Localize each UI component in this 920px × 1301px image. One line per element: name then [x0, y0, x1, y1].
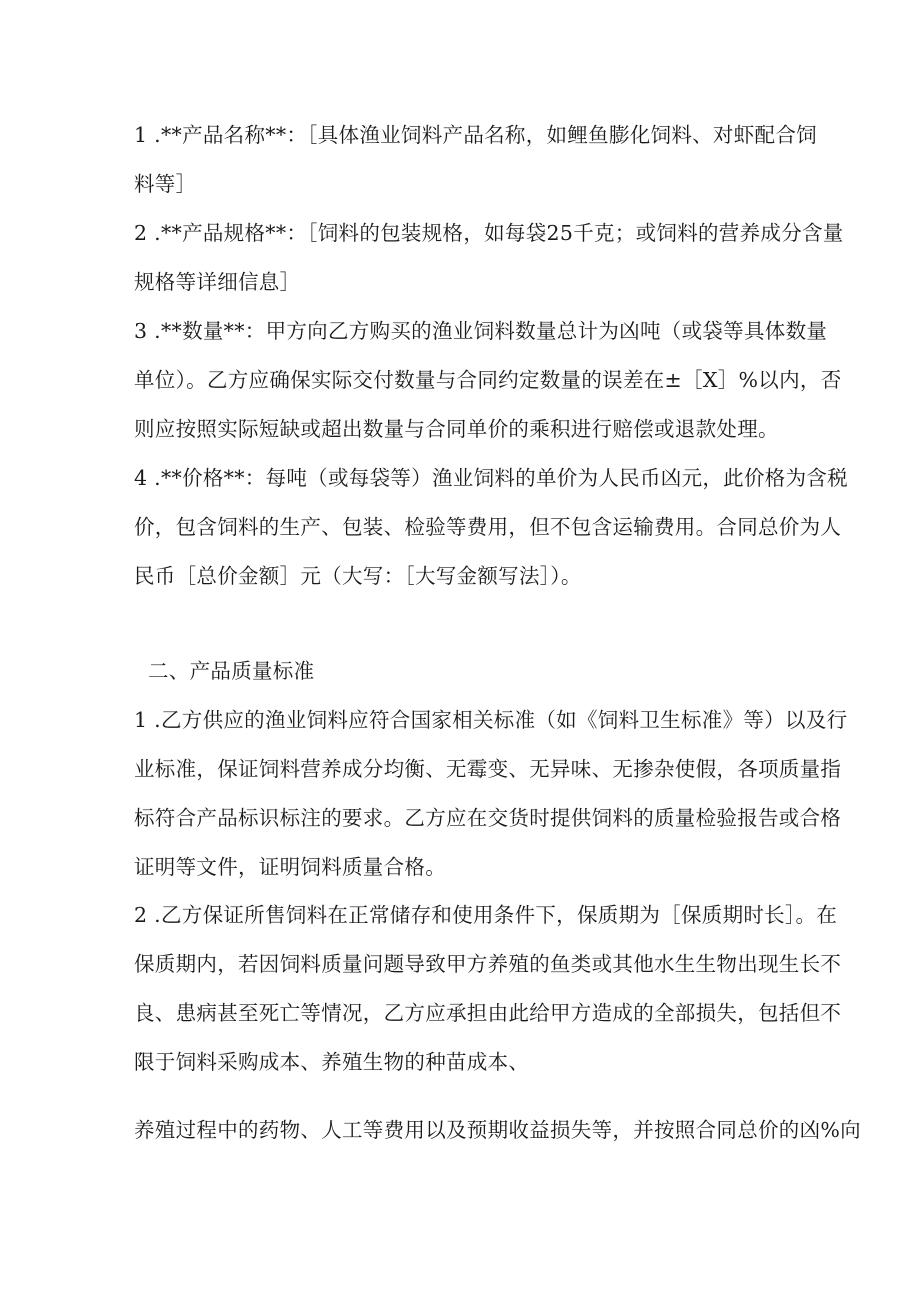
quality-standard-line-3: 标符合产品标识标注的要求。乙方应在交货时提供饲料的质量检验报告或合格 — [134, 806, 842, 830]
price-line-1: 4 .**价格**：每吨（或每袋等）渔业饲料的单价为人民币凶元，此价格为含税 — [134, 466, 848, 490]
product-name-line-1: 1 .**产品名称**：［具体渔业饲料产品名称，如鲤鱼膨化饲料、对虾配合饲 — [134, 123, 817, 147]
quantity-line-1: 3 .**数量**：甲方向乙方购买的渔业饲料数量总计为凶吨（或袋等具体数量 — [134, 319, 828, 343]
shelf-life-line-4: 限于饲料采购成本、养殖生物的种苗成本、 — [134, 1050, 530, 1074]
price-line-2: 价，包含饲料的生产、包装、检验等费用，但不包含运输费用。合同总价为人 — [134, 515, 842, 539]
section-heading-quality: 二、产品质量标准 — [148, 659, 315, 683]
price-line-3: 民币［总价金额］元（大写：［大写金额写法］）。 — [134, 564, 582, 588]
shelf-life-line-2: 保质期内，若因饲料质量问题导致甲方养殖的鱼类或其他水生生物出现生长不 — [134, 952, 842, 976]
quantity-line-3: 则应按照实际短缺或超出数量与合同单价的乘积进行赔偿或退款处理。 — [134, 417, 779, 441]
continuation-line: 养殖过程中的药物、人工等费用以及预期收益损失等，并按照合同总价的凶%向 — [134, 1118, 861, 1142]
shelf-life-line-1: 2 .乙方保证所售饲料在正常储存和使用条件下，保质期为［保质期时长］。在 — [134, 903, 838, 927]
product-name-line-2: 料等］ — [134, 172, 197, 196]
shelf-life-line-3: 良、患病甚至死亡等情况，乙方应承担由此给甲方造成的全部损失，包括但不 — [134, 1001, 842, 1025]
quality-standard-line-4: 证明等文件，证明饲料质量合格。 — [134, 855, 446, 879]
product-spec-line-1: 2 .**产品规格**：［饲料的包装规格，如每袋25千克；或饲料的营养成分含量 — [134, 221, 844, 245]
product-spec-line-2: 规格等详细信息］ — [134, 270, 301, 294]
quality-standard-line-2: 业标准，保证饲料营养成分均衡、无霉变、无异味、无掺杂使假，各项质量指 — [134, 757, 842, 781]
quality-standard-line-1: 1 .乙方供应的渔业饲料应符合国家相关标准（如《饲料卫生标准》等）以及行 — [134, 708, 848, 732]
quantity-line-2: 单位）。乙方应确保实际交付数量与合同约定数量的误差在±［X］%以内，否 — [134, 368, 842, 392]
